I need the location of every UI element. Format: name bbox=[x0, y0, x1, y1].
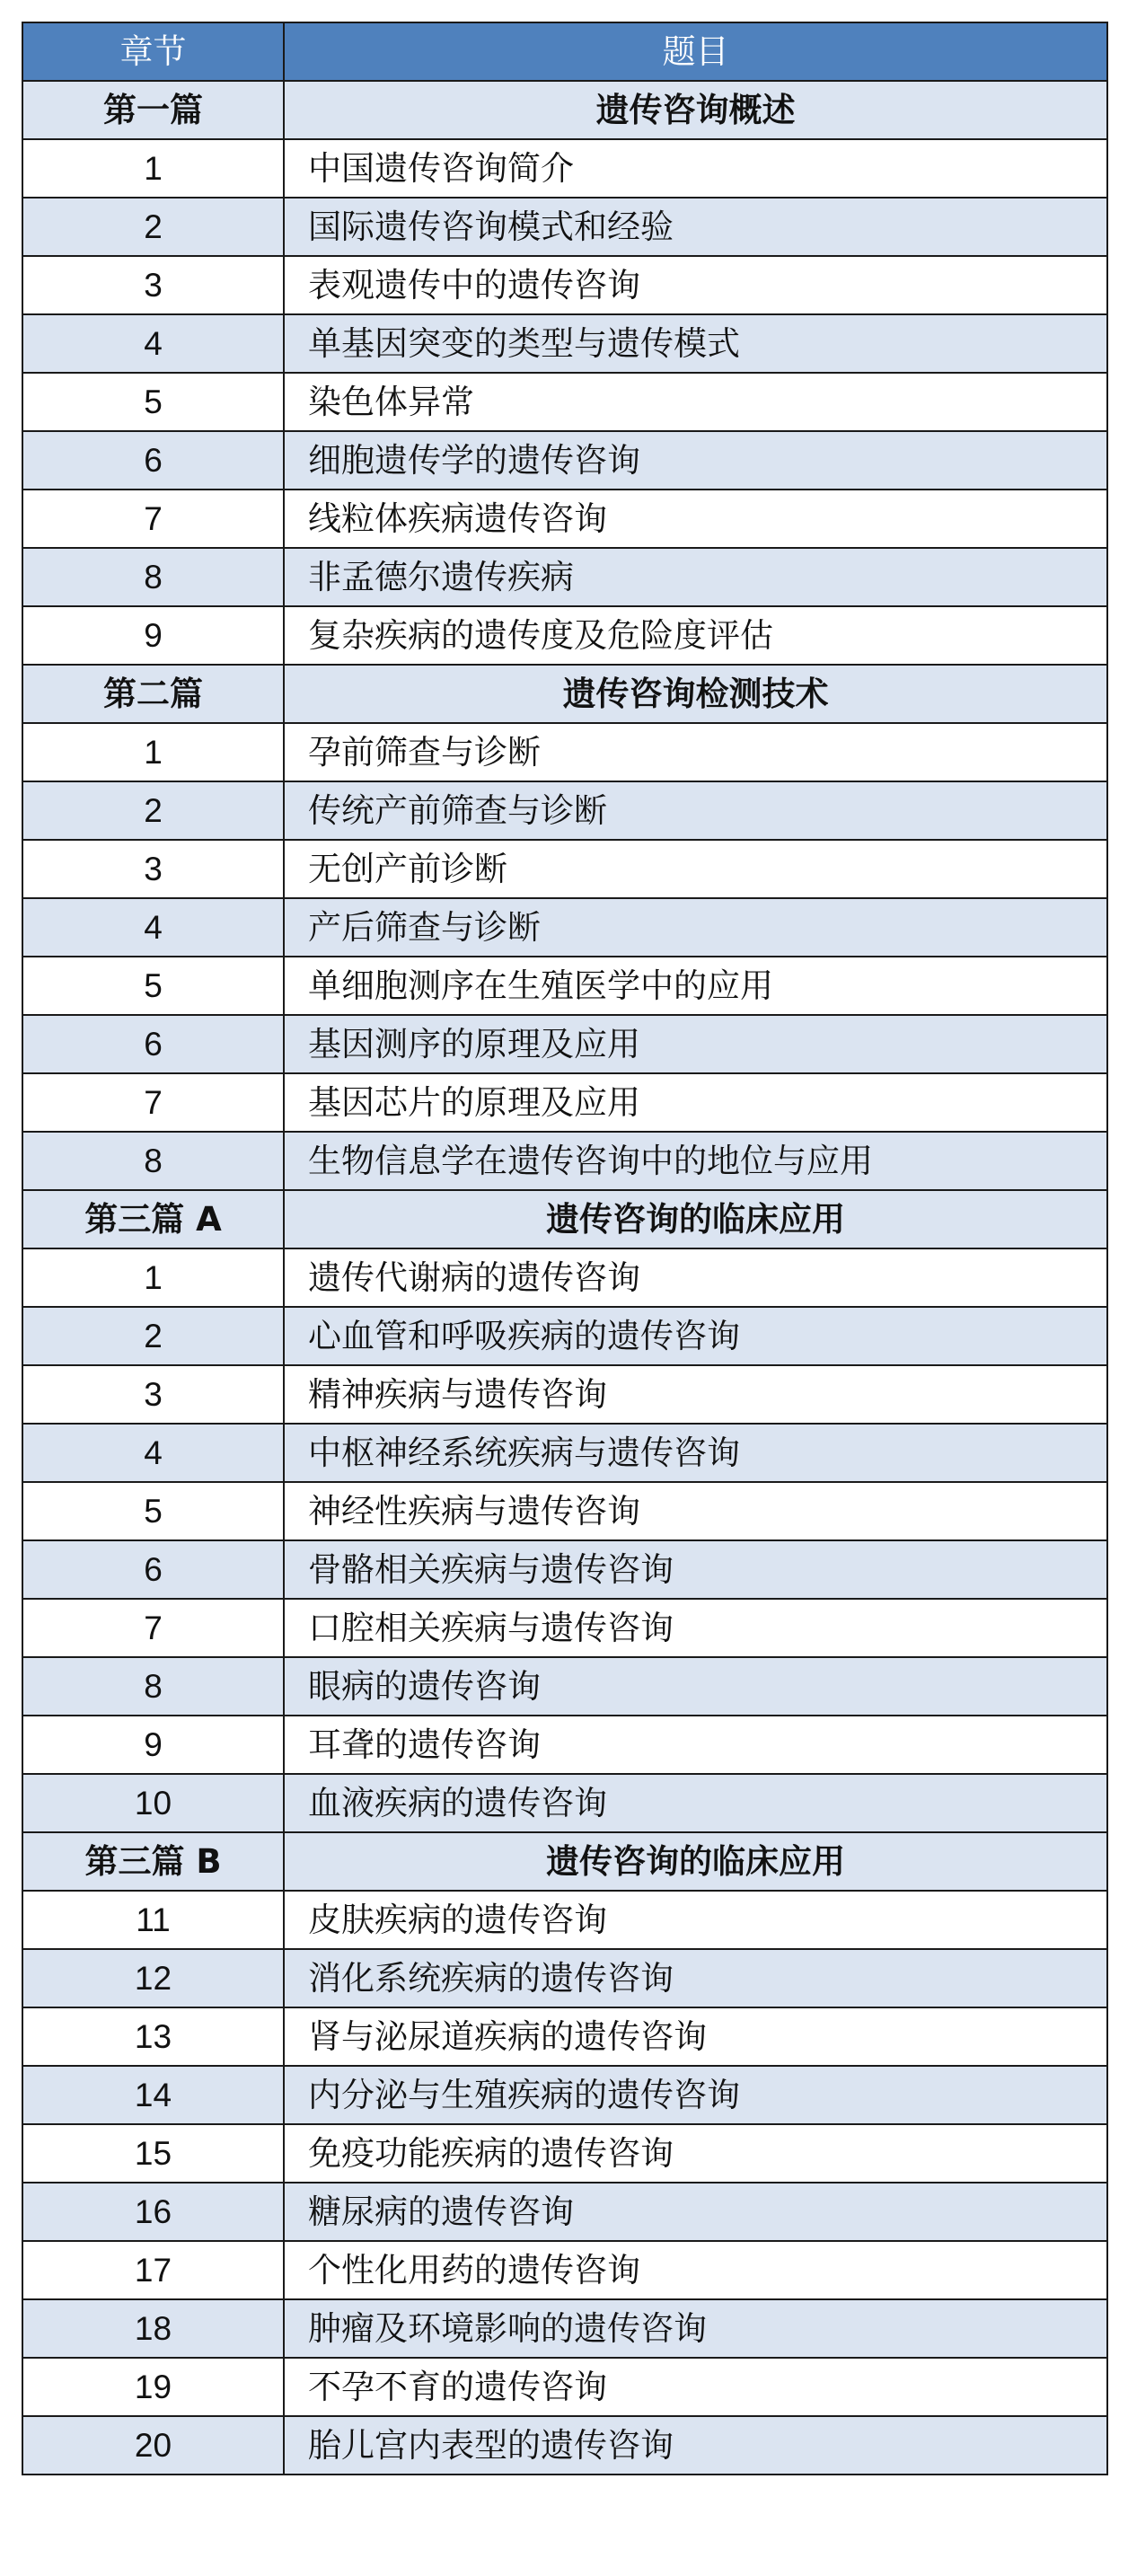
table-row bbox=[22, 1424, 1107, 1482]
chapter-title: 表观遗传中的遗传咨询 bbox=[284, 256, 1107, 314]
chapter-number: 4 bbox=[22, 314, 284, 373]
chapter-title: 耳聋的遗传咨询 bbox=[284, 1716, 1107, 1774]
chapter-number: 14 bbox=[22, 2066, 284, 2124]
chapter-number: 6 bbox=[22, 1540, 284, 1599]
chapter-title: 不孕不育的遗传咨询 bbox=[284, 2358, 1107, 2416]
table-of-contents bbox=[22, 22, 1108, 2475]
chapter-number: 5 bbox=[22, 373, 284, 431]
chapter-number: 7 bbox=[22, 1073, 284, 1132]
chapter-number: 10 bbox=[22, 1774, 284, 1832]
table-row bbox=[22, 490, 1107, 548]
chapter-title: 染色体异常 bbox=[284, 373, 1107, 431]
chapter-number: 6 bbox=[22, 1015, 284, 1073]
chapter-title: 基因测序的原理及应用 bbox=[284, 1015, 1107, 1073]
chapter-number: 20 bbox=[22, 2416, 284, 2475]
chapter-title: 国际遗传咨询模式和经验 bbox=[284, 198, 1107, 256]
chapter-title: 非孟德尔遗传疾病 bbox=[284, 548, 1107, 606]
table-row bbox=[22, 1365, 1107, 1424]
table-row bbox=[22, 1774, 1107, 1832]
part-label: 第三篇 A bbox=[22, 1190, 284, 1248]
table-row bbox=[22, 723, 1107, 781]
chapter-title: 生物信息学在遗传咨询中的地位与应用 bbox=[284, 1132, 1107, 1190]
table-row bbox=[22, 256, 1107, 314]
chapter-title: 免疫功能疾病的遗传咨询 bbox=[284, 2124, 1107, 2183]
chapter-title: 胎儿宫内表型的遗传咨询 bbox=[284, 2416, 1107, 2475]
table-row bbox=[22, 198, 1107, 256]
chapter-title: 复杂疾病的遗传度及危险度评估 bbox=[284, 606, 1107, 665]
chapter-title: 心血管和呼吸疾病的遗传咨询 bbox=[284, 1307, 1107, 1365]
chapter-number: 7 bbox=[22, 1599, 284, 1657]
table-row bbox=[22, 2241, 1107, 2299]
chapter-number: 1 bbox=[22, 1248, 284, 1307]
table-row bbox=[22, 898, 1107, 957]
chapter-title: 个性化用药的遗传咨询 bbox=[284, 2241, 1107, 2299]
table-row bbox=[22, 1248, 1107, 1307]
table-row bbox=[22, 139, 1107, 198]
chapter-number: 7 bbox=[22, 490, 284, 548]
chapter-number: 1 bbox=[22, 723, 284, 781]
chapter-title: 糖尿病的遗传咨询 bbox=[284, 2183, 1107, 2241]
chapter-title: 传统产前筛查与诊断 bbox=[284, 781, 1107, 840]
part-label: 第三篇 B bbox=[22, 1832, 284, 1891]
chapter-title: 皮肤疾病的遗传咨询 bbox=[284, 1891, 1107, 1949]
part-header-row bbox=[22, 665, 1107, 723]
chapter-number: 15 bbox=[22, 2124, 284, 2183]
chapter-title: 肿瘤及环境影响的遗传咨询 bbox=[284, 2299, 1107, 2358]
chapter-number: 16 bbox=[22, 2183, 284, 2241]
chapter-title: 消化系统疾病的遗传咨询 bbox=[284, 1949, 1107, 2007]
chapter-title: 骨骼相关疾病与遗传咨询 bbox=[284, 1540, 1107, 1599]
table-row bbox=[22, 373, 1107, 431]
chapter-title: 神经性疾病与遗传咨询 bbox=[284, 1482, 1107, 1540]
table-row bbox=[22, 1891, 1107, 1949]
chapter-number: 5 bbox=[22, 957, 284, 1015]
chapter-title: 基因芯片的原理及应用 bbox=[284, 1073, 1107, 1132]
table-row bbox=[22, 957, 1107, 1015]
part-label: 第二篇 bbox=[22, 665, 284, 723]
table-row bbox=[22, 1949, 1107, 2007]
chapter-number: 4 bbox=[22, 898, 284, 957]
column-header-title: 题目 bbox=[284, 22, 1107, 81]
chapter-title: 口腔相关疾病与遗传咨询 bbox=[284, 1599, 1107, 1657]
column-header-chapter: 章节 bbox=[22, 22, 284, 81]
chapter-number: 8 bbox=[22, 1132, 284, 1190]
table-row bbox=[22, 2358, 1107, 2416]
chapter-title: 细胞遗传学的遗传咨询 bbox=[284, 431, 1107, 490]
chapter-title: 遗传代谢病的遗传咨询 bbox=[284, 1248, 1107, 1307]
part-title: 遗传咨询的临床应用 bbox=[284, 1190, 1107, 1248]
table-row bbox=[22, 431, 1107, 490]
chapter-title: 精神疾病与遗传咨询 bbox=[284, 1365, 1107, 1424]
chapter-title: 无创产前诊断 bbox=[284, 840, 1107, 898]
chapter-title: 产后筛查与诊断 bbox=[284, 898, 1107, 957]
chapter-number: 5 bbox=[22, 1482, 284, 1540]
chapter-number: 1 bbox=[22, 139, 284, 198]
table-row bbox=[22, 1540, 1107, 1599]
part-title: 遗传咨询概述 bbox=[284, 81, 1107, 139]
table-row bbox=[22, 1307, 1107, 1365]
chapter-number: 3 bbox=[22, 840, 284, 898]
chapter-number: 9 bbox=[22, 606, 284, 665]
chapter-title: 孕前筛查与诊断 bbox=[284, 723, 1107, 781]
table-row bbox=[22, 2124, 1107, 2183]
chapter-number: 9 bbox=[22, 1716, 284, 1774]
table-row bbox=[22, 1482, 1107, 1540]
table-row bbox=[22, 314, 1107, 373]
chapter-number: 3 bbox=[22, 256, 284, 314]
chapter-title: 肾与泌尿道疾病的遗传咨询 bbox=[284, 2007, 1107, 2066]
table-row bbox=[22, 606, 1107, 665]
chapter-title: 中国遗传咨询简介 bbox=[284, 139, 1107, 198]
chapter-number: 3 bbox=[22, 1365, 284, 1424]
chapter-number: 2 bbox=[22, 1307, 284, 1365]
chapter-number: 13 bbox=[22, 2007, 284, 2066]
part-header-row bbox=[22, 81, 1107, 139]
table-row bbox=[22, 2007, 1107, 2066]
chapter-number: 8 bbox=[22, 1657, 284, 1716]
chapter-number: 17 bbox=[22, 2241, 284, 2299]
chapter-title: 中枢神经系统疾病与遗传咨询 bbox=[284, 1424, 1107, 1482]
part-header-row bbox=[22, 1190, 1107, 1248]
header-row bbox=[22, 22, 1107, 81]
table-row bbox=[22, 1015, 1107, 1073]
table-body bbox=[22, 81, 1107, 2475]
table-row bbox=[22, 1657, 1107, 1716]
chapter-title: 单细胞测序在生殖医学中的应用 bbox=[284, 957, 1107, 1015]
table-row bbox=[22, 1073, 1107, 1132]
chapter-title: 血液疾病的遗传咨询 bbox=[284, 1774, 1107, 1832]
part-title: 遗传咨询的临床应用 bbox=[284, 1832, 1107, 1891]
table-row bbox=[22, 1599, 1107, 1657]
part-label: 第一篇 bbox=[22, 81, 284, 139]
chapter-number: 19 bbox=[22, 2358, 284, 2416]
table-row bbox=[22, 1716, 1107, 1774]
chapter-number: 12 bbox=[22, 1949, 284, 2007]
table-row bbox=[22, 548, 1107, 606]
table-row bbox=[22, 2066, 1107, 2124]
chapter-number: 2 bbox=[22, 781, 284, 840]
table-row bbox=[22, 781, 1107, 840]
table-row bbox=[22, 2299, 1107, 2358]
chapter-title: 眼病的遗传咨询 bbox=[284, 1657, 1107, 1716]
table-row bbox=[22, 2183, 1107, 2241]
chapter-title: 内分泌与生殖疾病的遗传咨询 bbox=[284, 2066, 1107, 2124]
part-header-row bbox=[22, 1832, 1107, 1891]
chapter-number: 4 bbox=[22, 1424, 284, 1482]
chapter-number: 11 bbox=[22, 1891, 284, 1949]
table-row bbox=[22, 2416, 1107, 2475]
table-row bbox=[22, 840, 1107, 898]
chapter-number: 18 bbox=[22, 2299, 284, 2358]
part-title: 遗传咨询检测技术 bbox=[284, 665, 1107, 723]
chapter-number: 2 bbox=[22, 198, 284, 256]
chapter-number: 8 bbox=[22, 548, 284, 606]
table-row bbox=[22, 1132, 1107, 1190]
chapter-number: 6 bbox=[22, 431, 284, 490]
chapter-title: 单基因突变的类型与遗传模式 bbox=[284, 314, 1107, 373]
chapter-title: 线粒体疾病遗传咨询 bbox=[284, 490, 1107, 548]
